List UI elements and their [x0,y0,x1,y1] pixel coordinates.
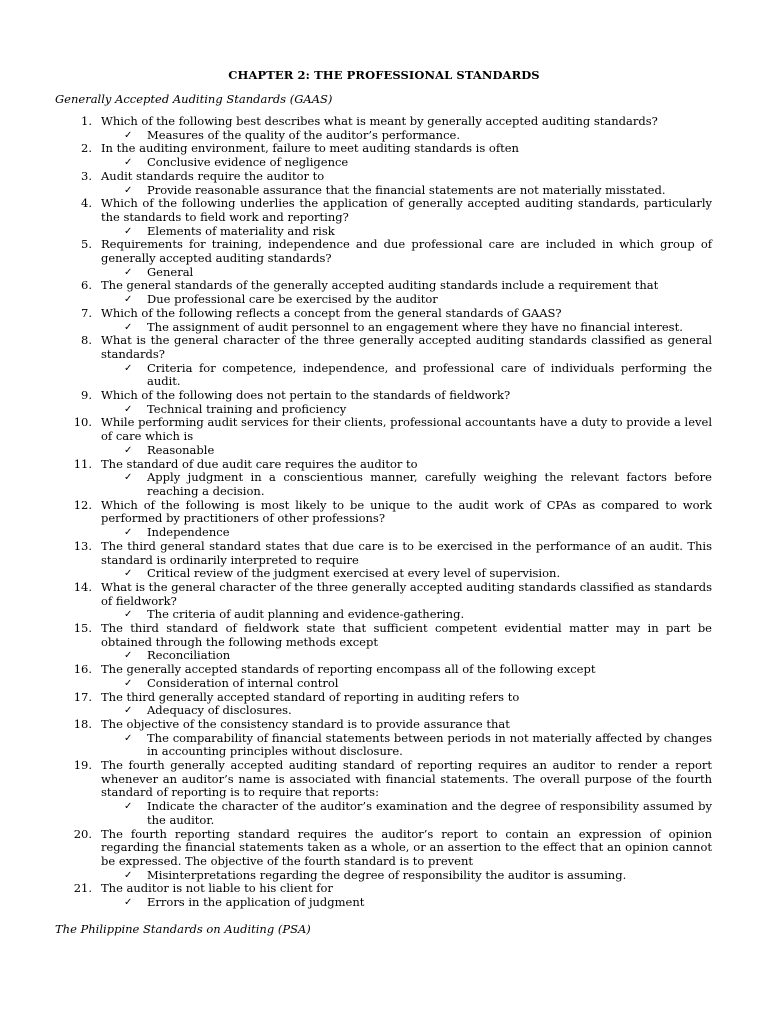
question-number: 18. [73,716,92,731]
question-item [0,197,768,238]
checkmark-icon: ✓ [124,129,133,141]
checkmark-icon: ✓ [124,403,133,415]
answer-text: Provide reasonable assurance that the financial statements are not materially misstated. [147,182,666,197]
question-item [0,142,768,169]
question-text: Which of the following does not pertain to the standards of fieldwork? [101,388,511,403]
section-heading-psa: The Philippine Standards on Auditing (PSA) [55,922,311,936]
checkmark-icon: ✓ [124,897,133,909]
question-item [0,718,768,759]
question-text: The third standard of fieldwork state that sufficient competent evidential matter may in part be obtained through the following methods except [101,621,712,649]
answer-line [124,648,712,663]
question-text: Which of the following best describes what is meant by generally accepted auditing standards? [101,114,658,128]
question-text: In the auditing environment, failure to meet auditing standards is often [101,141,519,156]
checkmark-icon: ✓ [124,321,133,333]
question-item [0,307,768,334]
question-number: 6. [81,278,92,293]
question-number: 13. [73,538,92,553]
question-item [0,882,768,909]
question-item [0,238,768,279]
question-item [0,115,768,142]
answer-text: Apply judgment in a conscientious manner, carefully weighing the relevant factors before reaching a decision. [147,470,712,498]
question-number: 4. [81,196,92,211]
question-number: 7. [81,305,92,320]
chapter-title: CHAPTER 2: THE PROFESSIONAL STANDARDS [228,68,540,82]
question-text: The third general standard states that due care is to be exercised in the performance of an audit. This standard is ordinarily interpreted to require [101,538,712,567]
answer-line [124,895,712,910]
question-item [0,334,768,389]
answer-text: Technical training and proficiency [147,401,347,416]
answer-line [124,607,712,622]
checkmark-icon: ✓ [124,472,133,484]
answer-text: Indicate the character of the auditor’s examination and the degree of responsibility assumed by the auditor. [147,799,712,827]
checkmark-icon: ✓ [124,801,133,813]
answer-line [124,867,712,883]
answer-text: Independence [147,525,230,540]
answer-text: Reasonable [147,442,215,457]
answer-line [124,319,712,335]
question-text: Which of the following reflects a concept from the general standards of GAAS? [101,305,562,320]
question-text: Which of the following is most likely to be unique to the audit work of CPAs as compared to work performed by practitioners of other professions? [101,497,712,526]
checkmark-icon: ✓ [124,444,133,456]
question-number: 21. [73,881,92,896]
checkmark-icon: ✓ [124,294,133,306]
question-number: 19. [73,758,92,773]
answer-text: Misinterpretations regarding the degree of responsibility the auditor is assuming. [147,867,627,882]
answer-text: Consideration of internal control [147,675,339,690]
checkmark-icon: ✓ [124,568,133,580]
answer-line [124,182,712,198]
question-text: The auditor is not liable to his client for [101,881,333,896]
answer-line [124,566,712,581]
question-item [0,458,768,499]
question-number: 8. [81,333,92,348]
question-number: 17. [73,689,92,704]
answer-line [124,525,712,540]
question-item [0,581,768,622]
question-number: 2. [81,141,92,156]
question-item [0,828,768,883]
answer-text: Due professional care be exercised by the auditor [147,292,438,307]
question-text: The general standards of the generally accepted auditing standards include a requirement that [101,278,659,293]
question-number: 5. [81,237,92,252]
question-text: What is the general character of the three generally accepted auditing standards classified as general standards? [101,333,712,361]
question-item [0,499,768,540]
question-text: What is the general character of the three generally accepted auditing standards classified as standards of fieldwork? [101,579,712,608]
answer-text: The comparability of financial statements between periods in not materially affected by changes in accounting principles without disclosure. [147,730,712,759]
answer-text: Reconciliation [147,648,231,663]
answer-line [124,703,712,718]
question-text: Audit standards require the auditor to [101,168,325,183]
checkmark-icon: ✓ [124,362,133,374]
question-number: 20. [73,826,92,841]
checkmark-icon: ✓ [124,184,133,196]
answer-text: The criteria of audit planning and evidence-gathering. [147,607,465,622]
answer-line [124,401,712,417]
answer-line [124,799,712,827]
question-number: 1. [81,114,92,128]
question-number: 16. [73,662,92,677]
question-number: 15. [73,621,92,636]
answer-line [124,730,712,759]
question-number: 3. [81,168,92,183]
checkmark-icon: ✓ [124,869,133,881]
answer-text: Criteria for competence, independence, and professional care of individuals performing the audit. [147,360,712,389]
checkmark-icon: ✓ [124,732,133,744]
answer-line [124,223,712,239]
checkmark-icon: ✓ [124,225,133,237]
answer-line [124,127,712,143]
answer-line [124,155,712,170]
question-text: The third generally accepted standard of reporting in auditing refers to [101,689,520,704]
checkmark-icon: ✓ [124,705,133,717]
question-text: The fourth generally accepted auditing standard of reporting requires an auditor to render a report whenever an auditor’s name is associated with financial statements. The overall purpose of the fourth standard of reporting is to require that reports: [101,758,712,800]
question-item [0,691,768,718]
answer-line [124,675,712,691]
question-number: 14. [73,579,92,594]
answer-line [124,264,712,280]
question-text: While performing audit services for their clients, professional accountants have a duty to provide a level of care which is [101,415,712,444]
answer-text: Elements of materiality and risk [147,223,335,238]
answer-line [124,470,712,498]
checkmark-icon: ✓ [124,527,133,539]
answer-text: Adequacy of disclosures. [147,703,292,718]
answer-text: General [147,264,194,279]
answer-line [124,360,712,389]
answer-text: The assignment of audit personnel to an engagement where they have no financial interest. [147,319,683,334]
answer-line [124,292,712,307]
checkmark-icon: ✓ [124,650,133,662]
answer-line [124,442,712,458]
question-item [0,663,768,690]
question-number: 12. [73,497,92,512]
checkmark-icon: ✓ [124,677,133,689]
question-item [0,170,768,197]
question-item [0,622,768,663]
question-text: Requirements for training, independence and due professional care are included in which group of generally accepted auditing standards? [101,237,712,266]
question-text: The objective of the consistency standard is to provide assurance that [101,716,510,731]
checkmark-icon: ✓ [124,266,133,278]
question-text: The fourth reporting standard requires the auditor’s report to contain an expression of opinion regarding the financial statements taken as a whole, or an assertion to the effect that an opinion cannot be expressed. The objective of the fourth standard is to prevent [101,826,712,868]
question-item [0,416,768,457]
question-item [0,759,768,828]
question-number: 11. [73,456,92,471]
question-item [0,389,768,416]
checkmark-icon: ✓ [124,609,133,621]
section-heading-gaas: Generally Accepted Auditing Standards (GAAS) [55,92,333,106]
question-text: Which of the following underlies the application of generally accepted auditing standards, particularly the standards to field work and reporting? [101,196,712,224]
question-text: The standard of due audit care requires the auditor to [101,456,418,471]
question-item [0,540,768,581]
answer-text: Errors in the application of judgment [147,895,365,910]
checkmark-icon: ✓ [124,157,133,169]
question-list [0,115,768,910]
answer-text: Measures of the quality of the auditor’s performance. [147,127,460,142]
answer-text: Critical review of the judgment exercised at every level of supervision. [147,566,561,581]
question-item [0,279,768,306]
question-number: 10. [73,415,92,430]
answer-text: Conclusive evidence of negligence [147,155,349,170]
question-number: 9. [81,388,92,403]
question-text: The generally accepted standards of reporting encompass all of the following except [101,662,596,677]
